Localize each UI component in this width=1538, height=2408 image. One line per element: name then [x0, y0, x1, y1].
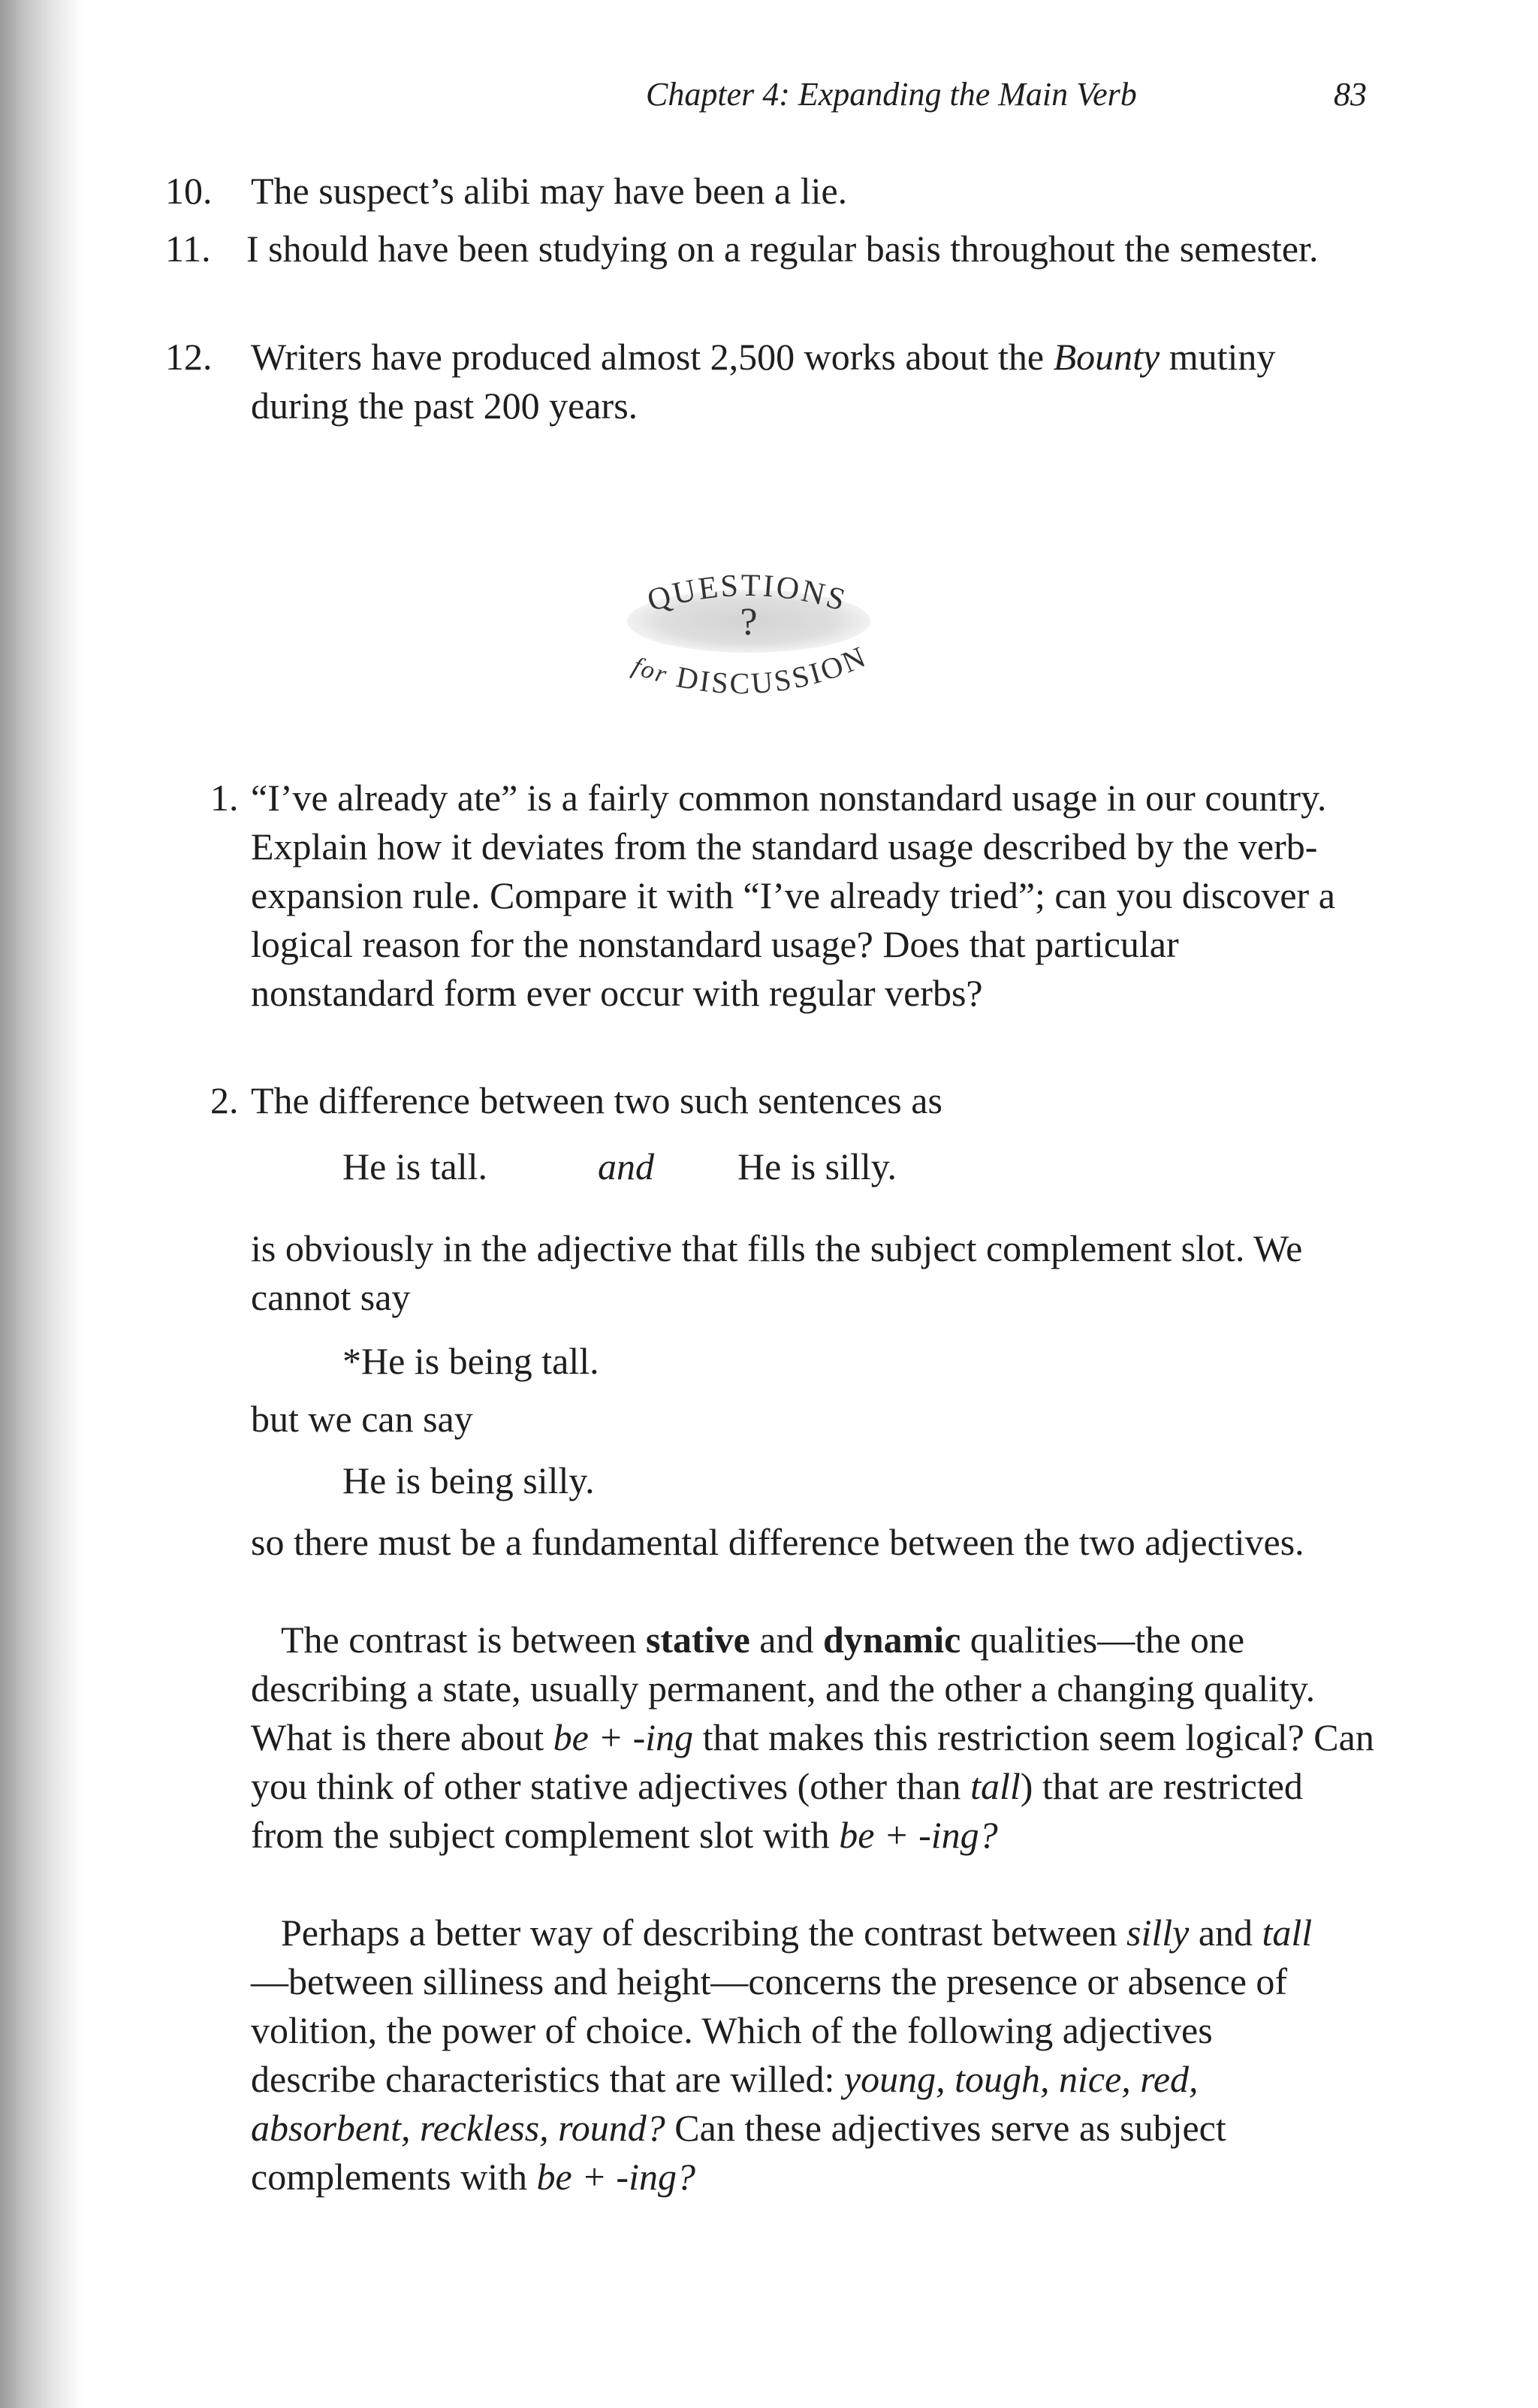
questions-for-discussion-emblem [552, 533, 942, 721]
paragraph-adjective-slot: is obviously in the adjective that fills the subject complement slot. We cannot say [251, 1227, 1303, 1318]
question-text: “I’ve already ate” is a fairly common nonstandard usage in our country. Explain how it deviates from the standard usage described by the verb-expansion rule. Compare it with “I’ve already tried”; can you discover a logical reason for the nonstandard usage? Does that particular nonstandard form ever occur with regular verbs? [251, 777, 1335, 1014]
page-number: 83 [1334, 76, 1367, 113]
example-being-silly: He is being silly. [342, 1459, 595, 1501]
example-silly: He is silly. [737, 1145, 897, 1187]
chapter-title: Chapter 4: Expanding the Main Verb [646, 76, 1137, 113]
exercise-text-part: mutiny during the past 200 years. [251, 336, 1276, 427]
question-intro: The difference between two such sentences as [251, 1079, 942, 1121]
term-tall: tall [970, 1765, 1021, 1807]
emblem-discussion-word: DISCUSSION [674, 638, 873, 701]
example-sentence-pair [342, 1142, 897, 1191]
exercise-item-12 [165, 333, 1307, 430]
discussion-question-1 [210, 774, 1359, 1018]
emblem-for-word: for [629, 651, 672, 690]
paragraph-fundamental-difference: so there must be a fundamental difference between the two adjectives. [251, 1521, 1304, 1563]
question-mark-icon: ? [740, 601, 758, 644]
ship-name-italic: Bounty [1053, 336, 1160, 378]
exercise-item-11 [165, 225, 1322, 273]
exercise-text-part: Writers have produced almost 2,500 works about the [251, 336, 1054, 378]
adjective-list: young, tough, nice, red, absorbent, reckless, round? [251, 2058, 1199, 2149]
term-silly: silly [1126, 1912, 1190, 1954]
example-tall: He is tall. [342, 1145, 488, 1187]
question-number: 1. [210, 777, 239, 819]
exercise-text: The suspect’s alibi may have been a lie. [251, 170, 848, 212]
exercise-text: I should have been studying on a regular basis throughout the semester. [246, 228, 1319, 270]
exercise-number: 12. [165, 336, 213, 378]
discussion-question-2 [210, 1076, 1382, 1125]
term-tall: tall [1262, 1912, 1313, 1954]
term-be-ing: be + -ing? [536, 2156, 695, 2198]
term-stative: stative [645, 1619, 750, 1661]
paragraph-but-we-can-say: but we can say [251, 1398, 473, 1440]
paragraph-volition: Perhaps a better way of describing the contrast between silly and tall—between silliness and height—concerns the presence or absence of volition, the power of choice. Which of the following adjectives describe characteristics that are willed: young, tough, nice, red, absorbent, reckless, round? Can these adjectives serve as subject complements with be + -ing? [251, 1912, 1313, 2198]
term-dynamic: dynamic [822, 1619, 961, 1661]
emblem-top-text: QUESTIONS [644, 568, 852, 619]
exercise-number: 10. [165, 170, 213, 212]
paragraph-stative-dynamic: The contrast is between stative and dynamic qualities—the one describing a state, usually permanent, and the other a changing quality. What is there about be + -ing that makes this restriction seem logical? Can you think of other stative adjectives (other than tall) that are restricted from the subject complement slot with be + -ing? [251, 1619, 1374, 1856]
question-number: 2. [210, 1079, 239, 1121]
term-be-ing: be + -ing? [839, 1814, 998, 1856]
exercise-item-10 [165, 167, 1337, 216]
term-be-ing: be + -ing [553, 1716, 694, 1758]
exercise-number: 11. [165, 228, 211, 270]
example-conjunction: and [598, 1145, 654, 1187]
exercise-text [251, 333, 1307, 430]
example-ungrammatical: *He is being tall. [342, 1340, 599, 1382]
